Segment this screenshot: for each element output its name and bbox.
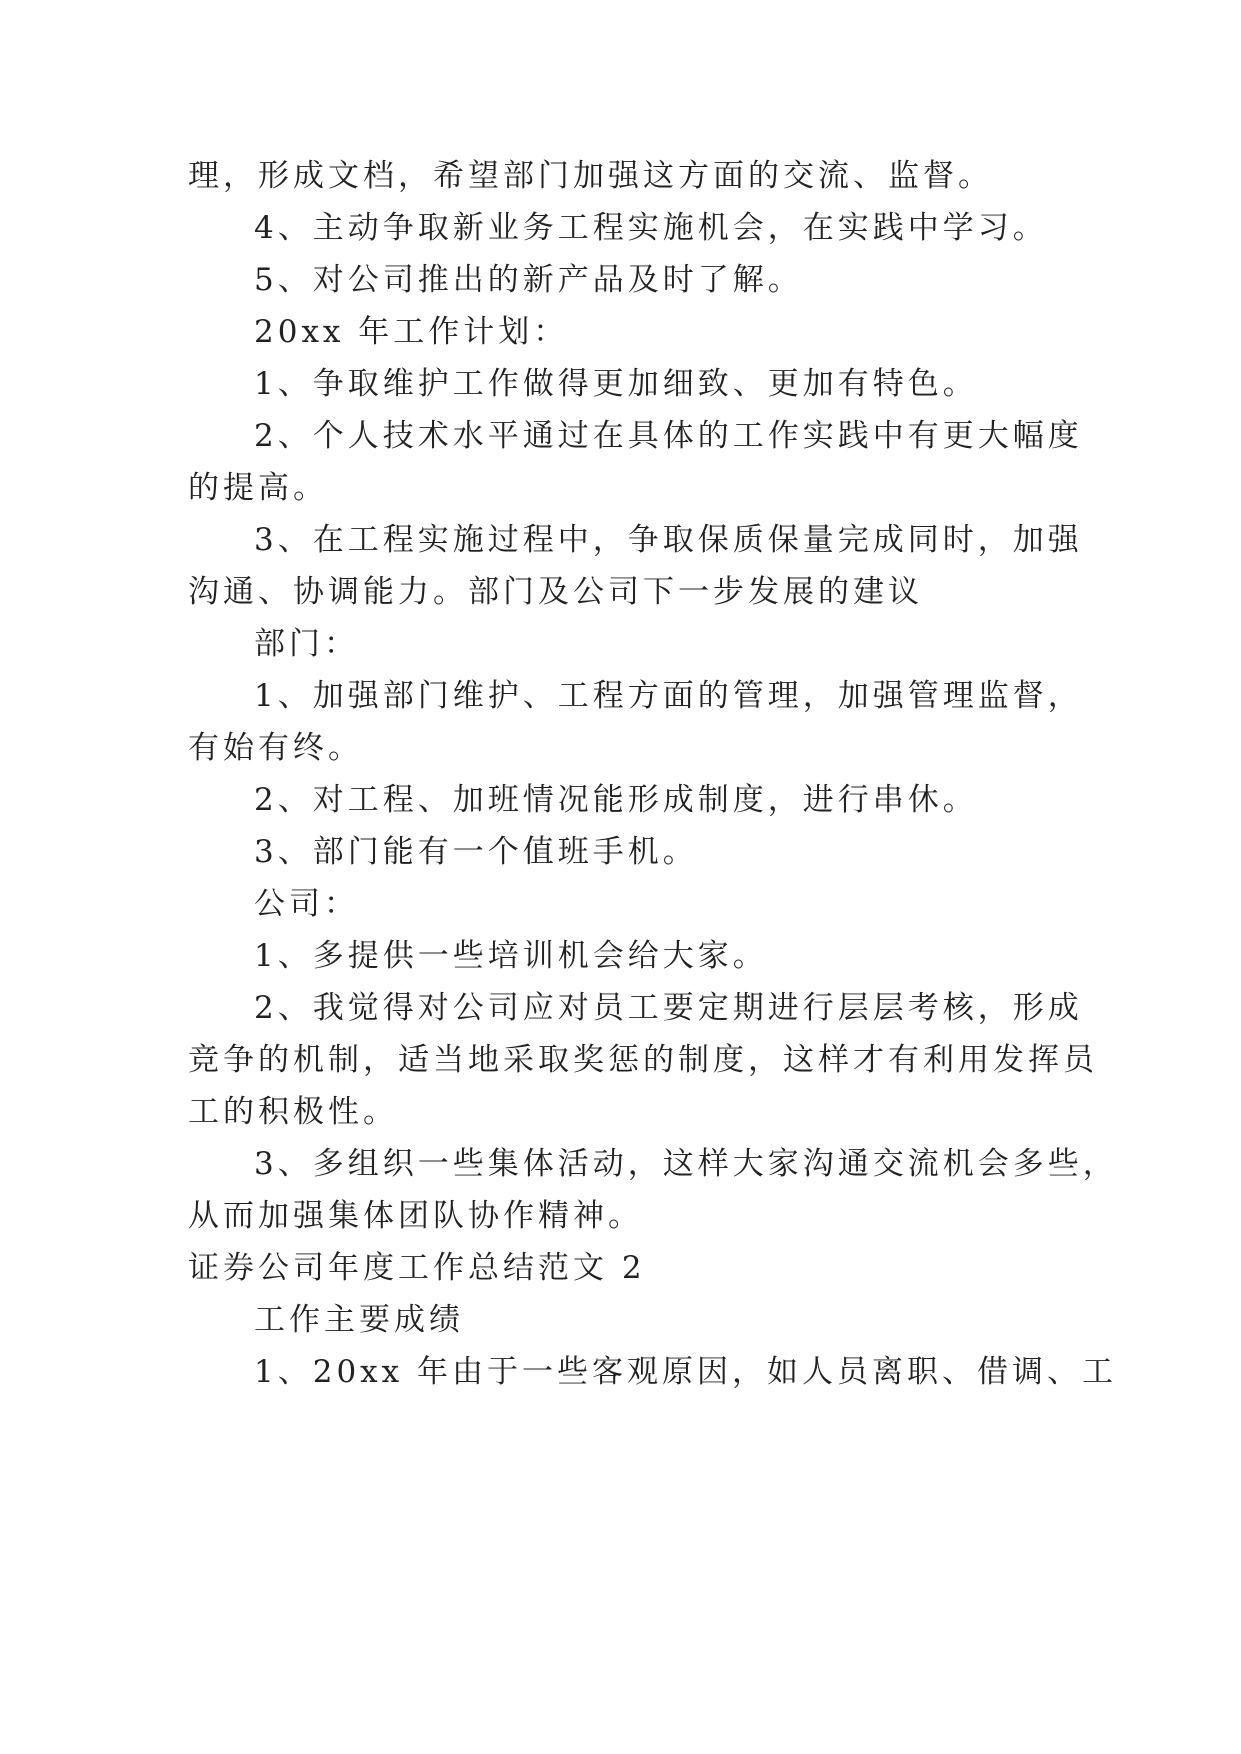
paragraph-line: 沟通、协调能力。部门及公司下一步发展的建议 <box>188 574 923 610</box>
list-item: 3、在工程实施过程中，争取保质保量完成同时，加强 <box>254 522 1083 558</box>
section-heading: 部门： <box>254 626 359 662</box>
list-item: 4、主动争取新业务工程实施机会，在实践中学习。 <box>254 210 1048 246</box>
paragraph-line: 的提高。 <box>188 470 328 506</box>
paragraph-line: 从而加强集体团队协作精神。 <box>188 1198 643 1234</box>
list-item: 5、对公司推出的新产品及时了解。 <box>254 262 803 298</box>
paragraph-line: 竞争的机制，适当地采取奖惩的制度，这样才有利用发挥员 <box>188 1042 1098 1078</box>
section-heading: 公司： <box>254 886 359 922</box>
paragraph-line: 有始有终。 <box>188 730 363 766</box>
document-title: 证券公司年度工作总结范文 2 <box>188 1250 646 1286</box>
list-item: 2、我觉得对公司应对员工要定期进行层层考核，形成 <box>254 990 1083 1026</box>
list-item: 3、多组织一些集体活动，这样大家沟通交流机会多些， <box>254 1146 1118 1182</box>
section-heading: 20xx 年工作计划： <box>254 314 569 350</box>
list-item: 1、多提供一些培训机会给大家。 <box>254 938 768 974</box>
list-item: 1、20xx 年由于一些客观原因，如人员离职、借调、工 <box>254 1354 1117 1390</box>
list-item: 1、争取维护工作做得更加细致、更加有特色。 <box>254 366 978 402</box>
paragraph-line: 工的积极性。 <box>188 1094 398 1130</box>
paragraph-line: 理，形成文档，希望部门加强这方面的交流、监督。 <box>188 158 993 194</box>
list-item: 2、对工程、加班情况能形成制度，进行串休。 <box>254 782 978 818</box>
list-item: 1、加强部门维护、工程方面的管理，加强管理监督， <box>254 678 1083 714</box>
section-heading: 工作主要成绩 <box>254 1302 464 1338</box>
list-item: 3、部门能有一个值班手机。 <box>254 834 698 870</box>
list-item: 2、个人技术水平通过在具体的工作实践中有更大幅度 <box>254 418 1083 454</box>
